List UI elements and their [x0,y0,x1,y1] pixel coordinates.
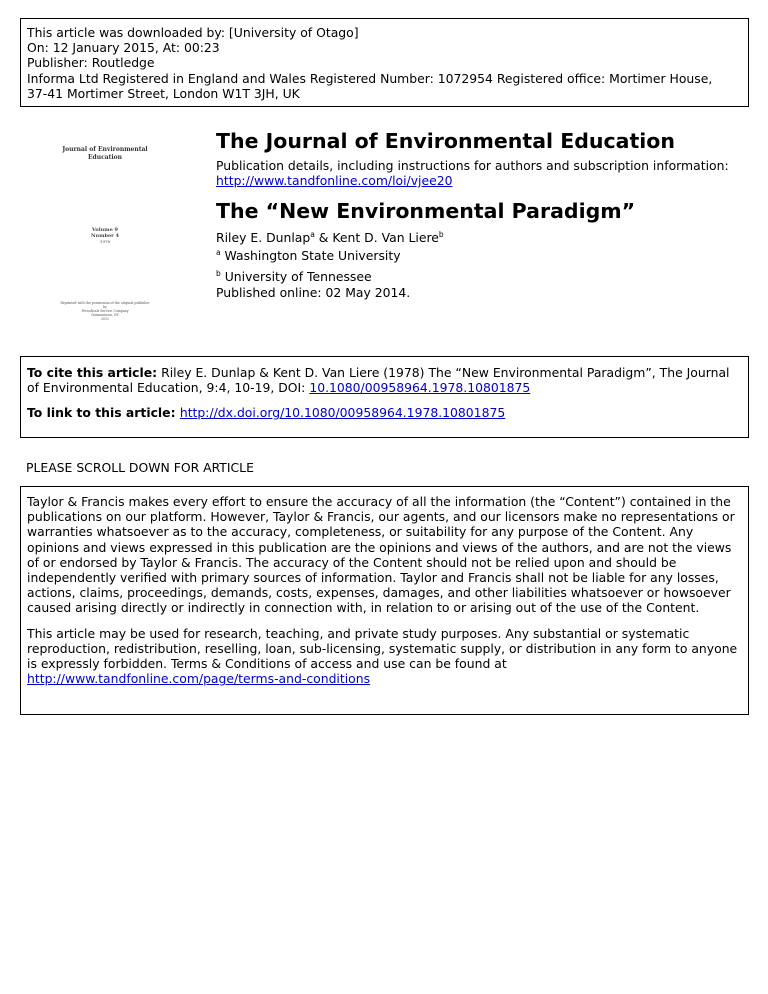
citation-box [20,356,749,438]
affiliation-b [216,269,746,284]
affiliation-marker: b [438,230,444,240]
affiliation-marker: b [216,269,221,279]
affiliation-text: University of Tennessee [220,269,372,285]
article-link[interactable]: http://dx.doi.org/10.1080/00958964.1978.10801875 [179,405,506,421]
terms-paragraph [27,626,742,687]
publication-details [216,158,746,188]
cover-footer [55,301,155,321]
cover-volume: Volume 9 [92,227,118,233]
cover-title-line: Journal of Environmental [62,146,148,153]
download-line: On: 12 January 2015, At: 00:23 [27,40,220,56]
download-line: This article was downloaded by: [University of Otago] [27,25,359,40]
affiliation-marker: a [310,230,315,240]
author-name: & Kent D. Van Liere [314,230,439,246]
disclaimer-paragraph: Taylor & Francis makes every effort to ensure the accuracy of all the information (the “Content”) contained in the publications on our platform. However, Taylor & Francis, our agents, and our licensors make no representations or warranties whatsoever as to the accuracy, completeness, or suitability for any purpose of the Content. Any opinions and views expressed in this publication are the opinions and views of the authors, and are not the views of or endorsed by Taylor & Francis. The accuracy of the Content should not be relied upon and should be independently verified with primary sources of information. Taylor and Francis shall not be liable for any losses, actions, claims, proceedings, demands, costs, expenses, damages, and other liabilities whatsoever or howsoever caused arising directly or indirectly in connection with, in relation to or arising out of the use of the Content. [27,494,735,616]
doi-link[interactable]: 10.1080/00958964.1978.10801875 [309,380,531,396]
affiliation-a [216,248,746,263]
cover-footer-line: Reprinted with the permission of the original publisher [60,301,150,305]
author-name: Riley E. Dunlap [216,230,311,246]
download-line: Publisher: Routledge [27,55,155,71]
cite-row [27,365,742,395]
scroll-notice: PLEASE SCROLL DOWN FOR ARTICLE [26,460,254,475]
publication-details-text: Publication details, including instructions for authors and subscription information: [216,158,729,173]
affiliation-text: Washington State University [220,247,401,263]
affiliation-marker: a [216,247,221,257]
cover-volume-block [55,227,155,245]
terms-link[interactable]: http://www.tandfonline.com/page/terms-and-conditions [27,671,371,687]
link-row [27,405,742,420]
article-title: The “New Environmental Paradigm” [216,199,636,224]
cover-number: Number 4 [90,233,120,239]
article-header [216,128,746,300]
download-line: Informa Ltd Registered in England and Wales Registered Number: 1072954 Registered office: Mortimer House, [27,70,713,86]
cover-title-line: Education [87,153,123,161]
terms-text: This article may be used for research, teaching, and private study purposes. Any substantial or systematic reproduction, redistribution, reselling, loan, sub-licensing, systematic supply, or distribution in any form to anyone is expressly forbidden. Terms & Conditions of access and use can be found at [27,625,738,672]
cover-footer-line: Germantown, NY [91,313,119,317]
journal-cover-thumbnail [55,146,155,321]
cover-footer-line: by [103,305,107,309]
cover-footer-line: 2012 [100,317,110,321]
published-date: Published online: 02 May 2014. [216,284,411,300]
journal-link[interactable]: http://www.tandfonline.com/loi/vjee20 [216,173,453,189]
link-label: To link to this article: [27,405,180,421]
journal-title: The Journal of Environmental Education [216,129,675,153]
cite-text: Riley E. Dunlap & Kent D. Van Liere (1978) The “New Environmental Paradigm”, The Journal of Environmental Education, 9:4, 10-19, DOI: [27,365,730,396]
cite-label: To cite this article: [27,365,158,380]
download-info-box [20,18,749,107]
cover-title [55,146,155,161]
cover-year: 1978 [99,239,111,244]
cover-footer-line: Periodicals Service Company [81,309,129,313]
disclaimer-box [20,486,749,715]
download-line: 37-41 Mortimer Street, London W1T 3JH, UK [27,85,300,101]
authors [216,230,746,245]
